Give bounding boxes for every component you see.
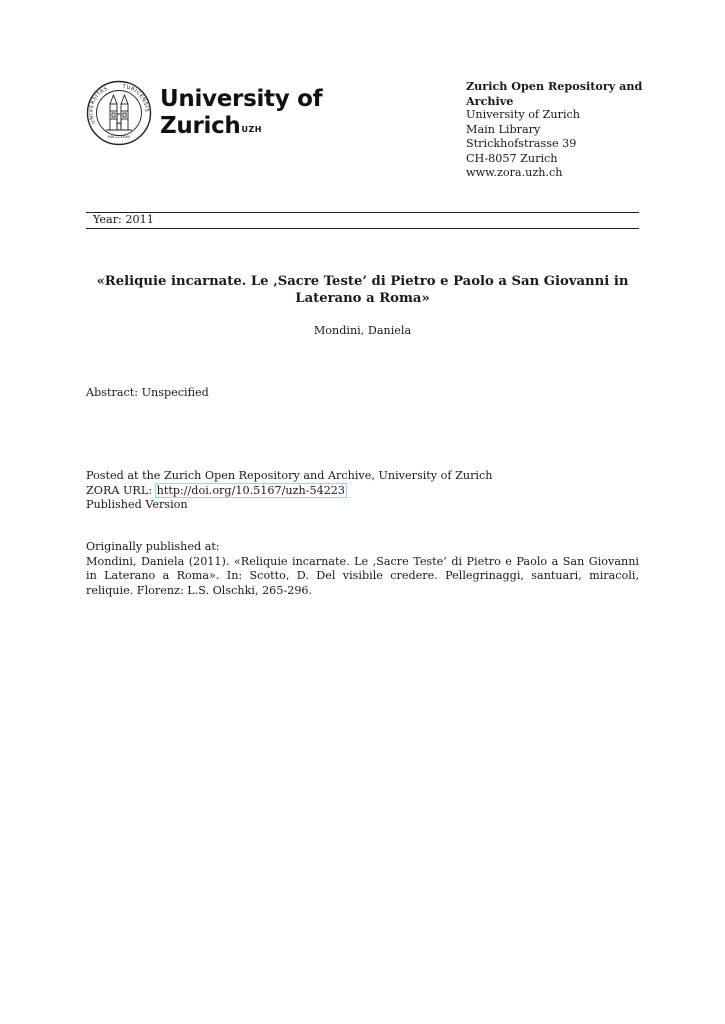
svg-text:TURICENSIS: TURICENSIS [122, 83, 150, 113]
zora-url-link[interactable]: http://doi.org/10.5167/uzh-54223 [156, 483, 346, 497]
address-line-3: Strickhofstrasse 39 [466, 137, 577, 150]
address-line-2: Main Library [466, 122, 541, 136]
bottom-rule [86, 228, 639, 229]
wordmark-line1: University of [160, 86, 323, 112]
repository-name: Zurich Open Repository and Archive [466, 79, 643, 108]
university-wordmark [160, 86, 322, 140]
zora-url-line [86, 484, 492, 499]
top-rule [86, 212, 639, 213]
address-line-1: University of Zurich [466, 108, 580, 121]
address-line-5: www.zora.uzh.ch [466, 166, 563, 179]
address-line-4: CH-8057 Zurich [466, 151, 558, 165]
wordmark-line2 [160, 113, 322, 140]
version-line: Published Version [86, 498, 188, 511]
posted-line: Posted at the Zurich Open Repository and Archive, University of Zurich [86, 469, 493, 482]
svg-text:UNIVERSITAS: UNIVERSITAS [88, 85, 110, 125]
zora-url-label: ZORA URL: [86, 483, 156, 497]
university-seal-logo [86, 80, 152, 146]
wordmark-zurich: Zurich [160, 113, 241, 139]
original-publication [86, 540, 639, 598]
wordmark-uzh: UZH [241, 125, 262, 134]
year-label: Year: 2011 [93, 213, 154, 226]
original-citation: Mondini, Daniela (2011). «Reliquie incarnate. Le ‚Sacre Teste’ di Pietro e Paolo a San Giovanni in Laterano a Roma». In: Scotto, D. Del visibile credere. Pellegrinaggi, santuari, miracoli, reliquie. Florenz: L.S. Olschki, 265-296. [86, 554, 639, 597]
posted-info [86, 469, 492, 513]
repository-address [466, 79, 656, 181]
svg-text:MDCCCXXXIII: MDCCCXXXIII [107, 135, 131, 139]
original-heading: Originally published at: [86, 540, 220, 553]
abstract-text: Abstract: Unspecified [86, 386, 209, 399]
author-name: Mondini, Daniela [313, 324, 412, 337]
document-title: «Reliquie incarnate. Le ‚Sacre Teste’ di Pietro e Paolo a San Giovanni in Laterano a Roma» [96, 274, 629, 306]
